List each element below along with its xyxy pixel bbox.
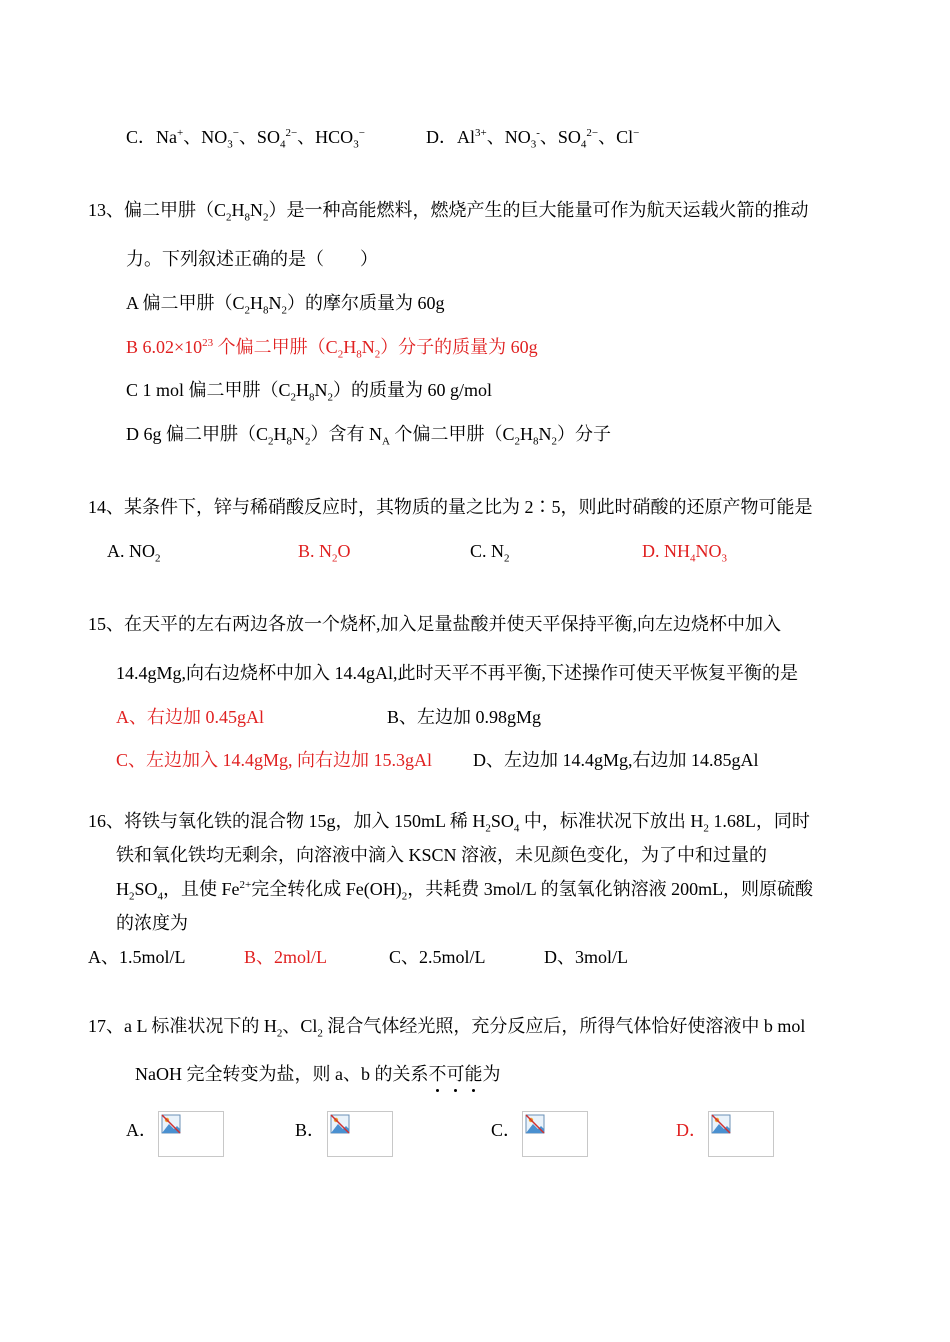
- q12-option-c: C．Na+、$NO_3^-$、$SO_4^{2-}$、$HCO_3^-$: [126, 127, 365, 151]
- q12-option-d: D．$Al^{3+}$、$NO_3^-$、$SO_4^{2-}$、Cl−: [426, 127, 640, 151]
- broken-image-icon: [525, 1114, 545, 1134]
- q13-option-b: B $6.02\times 10^{23}$ 个偏二甲肼$(C_2H_8N_2)$分子的质量为 60g: [126, 337, 538, 361]
- q15-stem-line1: 15、在天平的左右两边各放一个烧杯,加入足量盐酸并使天平保持平衡,向左边烧杯中加入: [88, 614, 781, 634]
- q17-option-b-image: [327, 1111, 393, 1157]
- q17-option-a-label: A．: [126, 1120, 157, 1140]
- q17-stem-line2: NaOH 完全转变为盐，则 a、b 的关系不可能为: [135, 1064, 501, 1084]
- q16-stem-line4: 的浓度为: [116, 913, 188, 933]
- emphasis-dot-char: 不: [428, 1064, 447, 1084]
- q14-option-a: A. $NO_2$: [107, 541, 161, 565]
- q16-option-b: B、2mol/L: [244, 947, 328, 967]
- broken-image-icon: [161, 1114, 181, 1134]
- emphasis-dot-char: 可: [446, 1064, 465, 1084]
- q13-option-c: C 1 mol 偏二甲肼$(C_2H_8N_2)$的质量为 60 g/mol: [126, 380, 493, 404]
- q17-option-d-image: [708, 1111, 774, 1157]
- q14-option-b: B. $N_2O$: [298, 541, 351, 565]
- broken-image-icon: [711, 1114, 731, 1134]
- q17-option-b-label: B．: [295, 1120, 326, 1140]
- q16-stem-line3: $H_2SO_4$，且使 $Fe^{2+}$完全转化成 $Fe(OH)_2$，共耗费 3mol/L 的氢氧化钠溶液 200mL，则原硫酸: [116, 879, 814, 903]
- q15-option-b: B、左边加 0.98gMg: [387, 707, 542, 727]
- q14-option-d: D. $NH_4NO_3$: [642, 541, 727, 565]
- q16-stem-line2: 铁和氧化铁均无剩余，向溶液中滴入 KSCN 溶液，未见颜色变化，为了中和过量的: [116, 845, 768, 865]
- q14-option-c: C. $N_2$: [470, 541, 510, 565]
- q15-stem-line2: 14.4gMg,向右边烧杯中加入 14.4gAl,此时天平不再平衡,下述操作可使天平恢复平衡的是: [116, 663, 799, 683]
- q13-stem-line1: 13、偏二甲肼$(C_2H_8N_2)$是一种高能燃料，燃烧产生的巨大能量可作为航天运载火箭的推动: [88, 200, 809, 224]
- q17-option-a-image: [158, 1111, 224, 1157]
- q15-option-d: D、左边加 14.4gMg,右边加 14.85gAl: [473, 750, 759, 770]
- q13-stem-line2: 力。下列叙述正确的是（ ）: [126, 249, 378, 269]
- q17-option-d-label: D．: [676, 1120, 707, 1140]
- q13-option-a: A 偏二甲肼$(C_2H_8N_2)$的摩尔质量为 60g: [126, 293, 445, 317]
- q15-option-c: C、左边加入 14.4gMg, 向右边加 15.3gAl: [116, 750, 433, 770]
- q14-stem: 14、某条件下，锌与稀硝酸反应时，其物质的量之比为 2∶5，则此时硝酸的还原产物可能是: [88, 497, 813, 517]
- q16-stem-line1: 16、将铁与氧化铁的混合物 15g，加入 150mL 稀 $H_2SO_4$ 中，标准状况下放出 $H_2$ 1.68L，同时: [88, 811, 810, 835]
- q16-option-a: A、1.5mol/L: [88, 947, 186, 967]
- q15-option-a: A、右边加 0.45gAl: [116, 707, 264, 727]
- broken-image-icon: [330, 1114, 350, 1134]
- q17-option-c-image: [522, 1111, 588, 1157]
- q13-option-d: D 6g 偏二甲肼$(C_2H_8N_2)$含有 $N_A$ 个偏二甲肼$(C_2H_8N_2)$分子: [126, 424, 611, 448]
- q17-stem-line1: 17、a L 标准状况下的 $H_2$、$Cl_2$ 混合气体经光照，充分反应后，所得气体恰好使溶液中 b mol: [88, 1016, 806, 1040]
- q16-option-c: C、2.5mol/L: [389, 947, 486, 967]
- q16-option-d: D、3mol/L: [544, 947, 628, 967]
- q17-option-c-label: C．: [491, 1120, 522, 1140]
- emphasis-dot-char: 能: [464, 1064, 483, 1084]
